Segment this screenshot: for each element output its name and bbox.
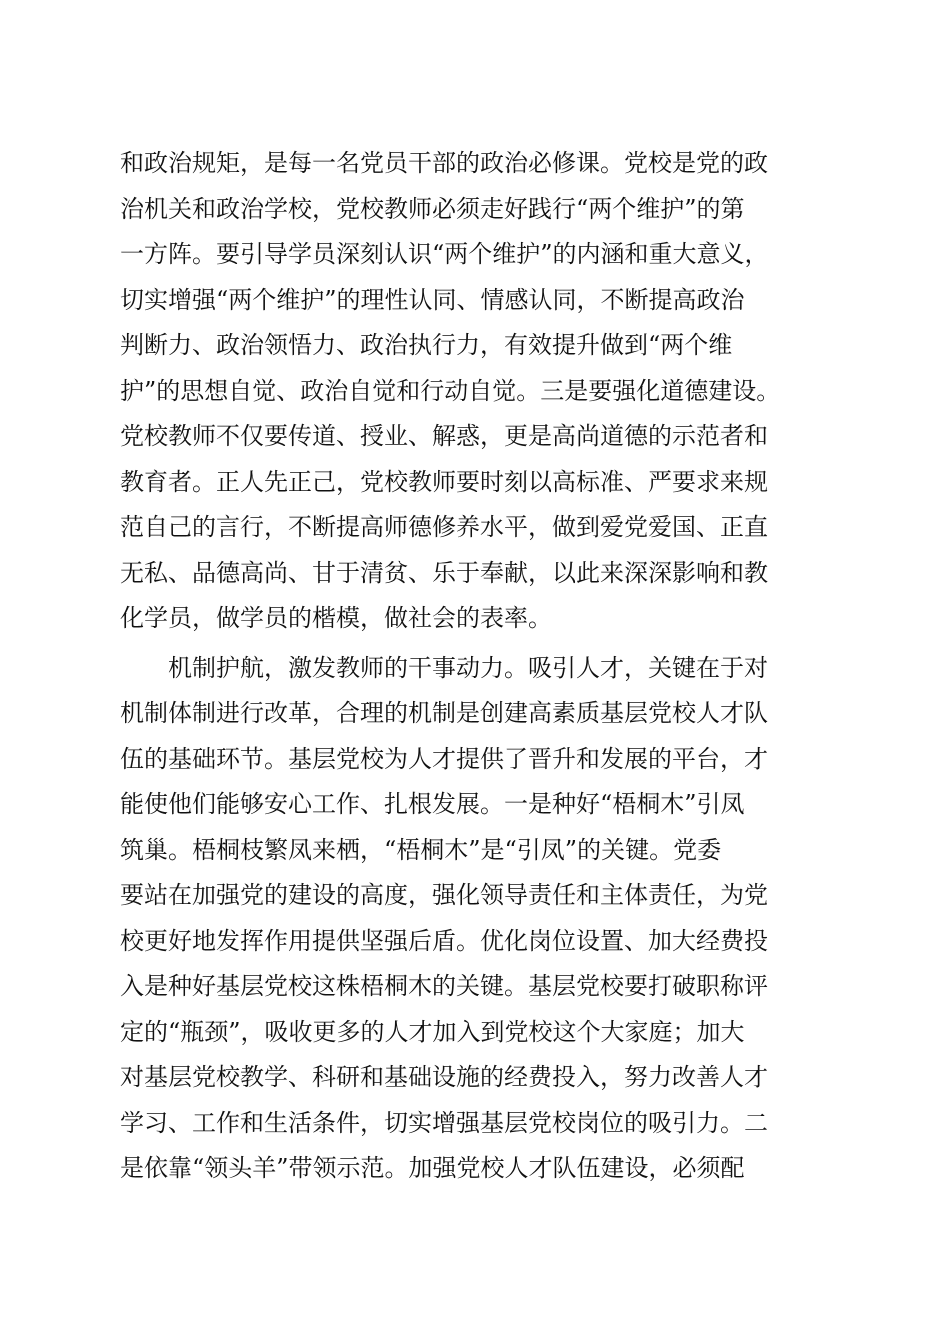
text-line: 对基层党校教学、科研和基础设施的经费投入，努力改善人才	[120, 1063, 768, 1091]
text-line: 治机关和政治学校，党校教师必须走好践行“两个维护”的第	[120, 194, 745, 223]
paragraph-2	[120, 646, 840, 1192]
text-line: 是依靠“领头羊”带领示范。加强党校人才队伍建设，必须配	[120, 1154, 745, 1182]
text-line: 范自己的言行，不断提高师德修养水平，做到爱党爱国、正直	[120, 513, 768, 541]
text-line: 化学员，做学员的楷模，做社会的表率。	[120, 604, 552, 632]
body-text	[120, 141, 840, 1192]
text-line: 校更好地发挥作用提供坚强后盾。优化岗位设置、加大经费投	[120, 926, 768, 955]
text-line: 教育者。正人先正己，党校教师要时刻以高标准、严要求来规	[120, 467, 768, 496]
text-line: 党校教师不仅要传道、授业、解惑，更是高尚道德的示范者和	[120, 422, 768, 450]
text-line: 无私、品德高尚、甘于清贫、乐于奉献，以此来深深影响和教	[120, 558, 768, 587]
text-line: 机制护航，激发教师的干事动力。吸引人才，关键在于对	[168, 653, 768, 682]
text-line: 定的“瓶颈”，吸收更多的人才加入到党校这个大家庭；加大	[120, 1017, 745, 1046]
text-line: 判断力、政治领悟力、政治执行力，有效提升做到“两个维	[120, 331, 733, 359]
text-line: 筑巢。梧桐枝繁凤来栖，“梧桐木”是“引凤”的关键。党委	[120, 835, 722, 864]
text-line: 学习、工作和生活条件，切实增强基层党校岗位的吸引力。二	[120, 1108, 768, 1137]
text-line: 要站在加强党的建设的高度，强化领导责任和主体责任，为党	[120, 881, 768, 909]
text-line: 切实增强“两个维护”的理性认同、情感认同，不断提高政治	[120, 285, 745, 314]
text-line: 护”的思想自觉、政治自觉和行动自觉。三是要强化道德建设。	[120, 376, 781, 405]
text-line: 一方阵。要引导学员深刻认识“两个维护”的内涵和重大意义，	[120, 240, 769, 268]
text-line: 能使他们能够安心工作、扎根发展。一是种好“梧桐木”引凤	[120, 790, 745, 818]
paragraph-1	[120, 141, 840, 642]
text-line: 和政治规矩，是每一名党员干部的政治必修课。党校是党的政	[120, 149, 768, 177]
text-line: 入是种好基层党校这株梧桐木的关键。基层党校要打破职称评	[120, 972, 768, 1000]
text-line: 伍的基础环节。基层党校为人才提供了晋升和发展的平台，才	[120, 744, 768, 773]
text-line: 机制体制进行改革，合理的机制是创建高素质基层党校人才队	[120, 699, 768, 727]
